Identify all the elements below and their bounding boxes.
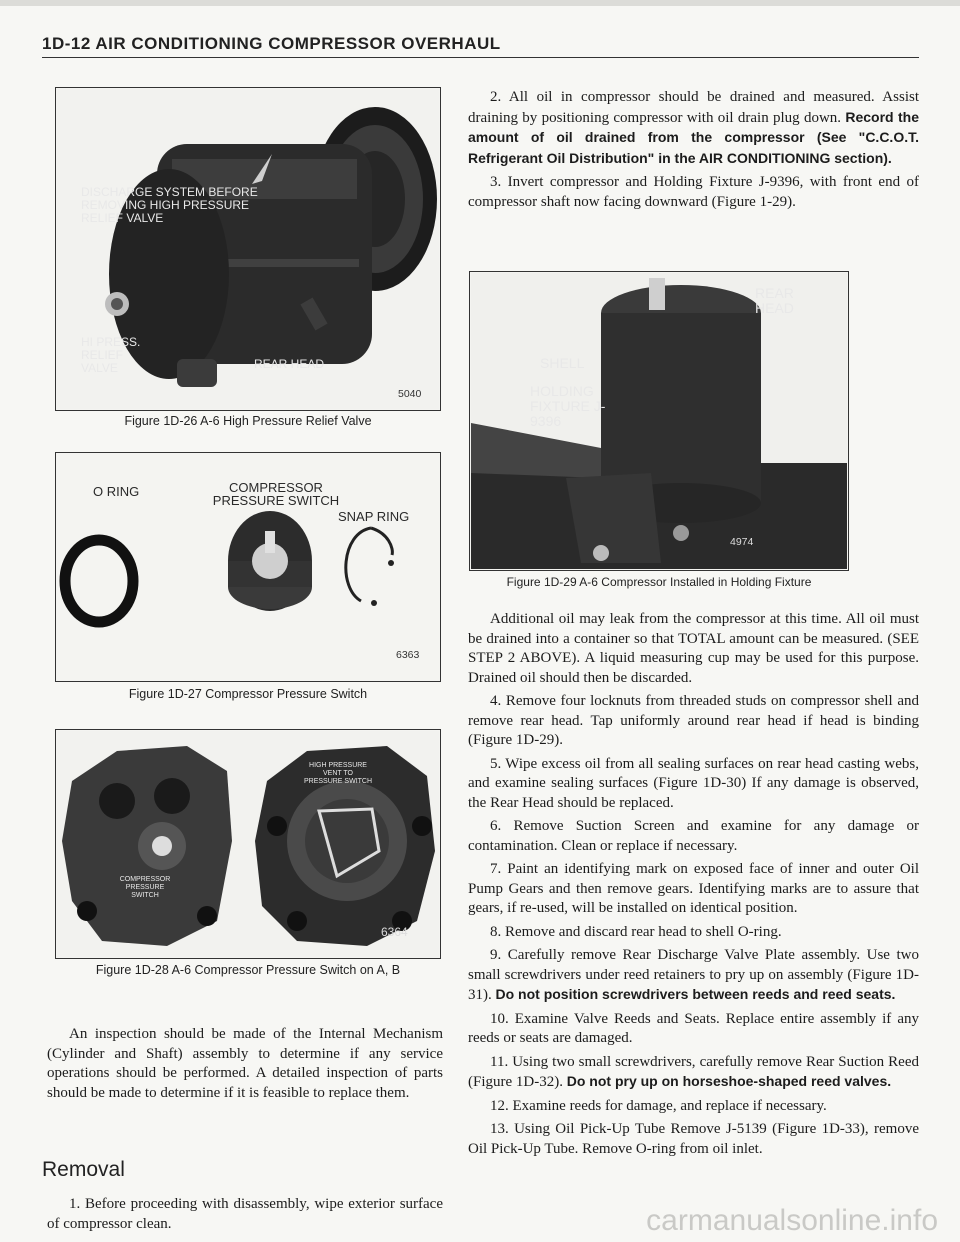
figure-number: 5040 xyxy=(398,388,422,400)
step-5-text: 5. Wipe excess oil from all sealing surfaces on rear head casting webs, and examine sealing surfaces (Figure 1D-30) If any damage is observed, the Rear Head should be replaced. xyxy=(468,755,919,811)
label-snap-ring: SNAP RING xyxy=(338,509,410,524)
page-top-band xyxy=(0,0,960,6)
step-10-text: 10. Examine Valve Reeds and Seats. Replace entire assembly if any reeds or seats are damaged. xyxy=(468,1010,919,1046)
page-header: 1D-12 AIR CONDITIONING COMPRESSOR OVERHAUL xyxy=(42,34,919,58)
label-discharge-system: DISCHARGE SYSTEM BEFORE REMOVING HIGH PRESSURE RELIEF VALVE xyxy=(81,185,258,225)
figure-1d-28 xyxy=(55,729,441,959)
figure-1d-28-caption: Figure 1D-28 A-6 Compressor Pressure Switch on A, B xyxy=(95,963,401,977)
label-compressor-pressure-switch: COMPRESSOR PRESSURE SWITCH xyxy=(212,480,340,508)
watermark: carmanualsonline.info xyxy=(646,1204,938,1237)
right-column-top xyxy=(468,88,919,216)
label-holding-fixture: HOLDING FIXTURE J-9396 xyxy=(530,383,606,429)
label-o-ring: O RING xyxy=(93,484,140,499)
pressure-switch-parts-drawing xyxy=(56,453,440,681)
step-8-text: 8. Remove and discard rear head to shell O-ring. xyxy=(490,923,782,940)
removal-heading: Removal xyxy=(42,1158,125,1181)
step-2 xyxy=(468,88,919,169)
inspection-paragraph xyxy=(47,1025,443,1107)
step-9-text: 9. Carefully remove Rear Discharge Valve Plate assembly. Use two small screwdrivers under reed retainers to pry up on assembly (Figure 1D-31). xyxy=(468,947,919,1003)
step-2-text: 2. All oil in compressor should be drained and measured. Assist draining by positioning compressor with oil drain plug down. xyxy=(468,89,919,126)
step-3-text: 3. Invert compressor and Holding Fixture J-9396, with front end of compressor shaft now facing downward (Figure 1-29). xyxy=(468,174,919,210)
label-shell: SHELL xyxy=(540,355,585,371)
figure-1d-26 xyxy=(55,87,441,411)
figure-1d-27-caption: Figure 1D-27 Compressor Pressure Switch xyxy=(128,687,368,701)
label-rear-head: REAR HEAD xyxy=(254,357,325,371)
figure-1d-29 xyxy=(469,271,849,571)
step-9-bold: Do not position screwdrivers between reeds and reed seats. xyxy=(495,986,896,1002)
rear-head-photos xyxy=(57,731,439,957)
step-9 xyxy=(468,946,919,1006)
additional-oil-text: Additional oil may leak from the compressor at this time. All oil must be drained into a container so that TOTAL amount can be measured. (SEE STEP 2 ABOVE). A liquid measuring cup may be used for this purpose. Drained oil should then be discarded. xyxy=(468,611,919,686)
step-12-text: 12. Examine reeds for damage, and replace if necessary. xyxy=(490,1097,827,1114)
right-column-lower xyxy=(468,610,919,1163)
label-high-pressure-vent: HIGH PRESSURE VENT TO PRESSURE SWITCH xyxy=(303,762,373,785)
figure-number: 4974 xyxy=(730,536,754,548)
step-11-bold: Do not pry up on horseshoe-shaped reed valves. xyxy=(566,1073,892,1089)
step-11 xyxy=(468,1053,919,1093)
step-4-text: 4. Remove four locknuts from threaded studs on compressor shell and remove rear head. Tap uniformly around rear head if head is binding (Figure 1D-29). xyxy=(468,693,919,748)
step-7-text: 7. Paint an identifying mark on exposed face of inner and outer Oil Pump Gears and then remove gears. Identifying marks are to assure that gears, if re-used, will be installed on identical position. xyxy=(468,861,919,916)
label-rear-head: REAR HEAD xyxy=(755,285,794,316)
holding-fixture-photo xyxy=(471,273,847,569)
step-13-text: 13. Using Oil Pick-Up Tube Remove J-5139 (Figure 1D-33), remove Oil Pick-Up Tube. Remove O-ring from oil inlet. xyxy=(468,1121,919,1157)
label-hi-press-relief-valve: HI PRESS. RELIEF VALVE xyxy=(81,335,141,375)
removal-step-1 xyxy=(47,1195,443,1238)
step-6-text: 6. Remove Suction Screen and examine for any damage or contamination. Clean or replace if necessary. xyxy=(468,818,919,854)
step-11-text: 11. Using two small screwdrivers, carefully remove Rear Suction Reed (Figure 1D-32). xyxy=(468,1053,919,1090)
step-1-text: 1. Before proceeding with disassembly, wipe exterior surface of compressor clean. xyxy=(47,1196,443,1232)
figure-1d-29-caption: Figure 1D-29 A-6 Compressor Installed in Holding Fixture xyxy=(506,575,812,589)
figure-number: 6364 xyxy=(381,925,408,939)
inspection-text: An inspection should be made of the Internal Mechanism (Cylinder and Shaft) assembly to determine if any service operations should be performed. A detailed inspection of parts should be made to determine if it is feasible to replace them. xyxy=(47,1026,443,1101)
step-2-bold: Record the amount of oil drained from the compressor (See "C.C.O.T. Refrigerant Oil Distribution" in the AIR CONDITIONING section). xyxy=(468,108,920,166)
figure-1d-26-caption: Figure 1D-26 A-6 High Pressure Relief Valve xyxy=(124,414,372,428)
figure-number: 6363 xyxy=(396,649,420,661)
figure-1d-27 xyxy=(55,452,441,682)
label-compressor-pressure-switch: COMPRESSOR PRESSURE SWITCH xyxy=(119,876,171,899)
